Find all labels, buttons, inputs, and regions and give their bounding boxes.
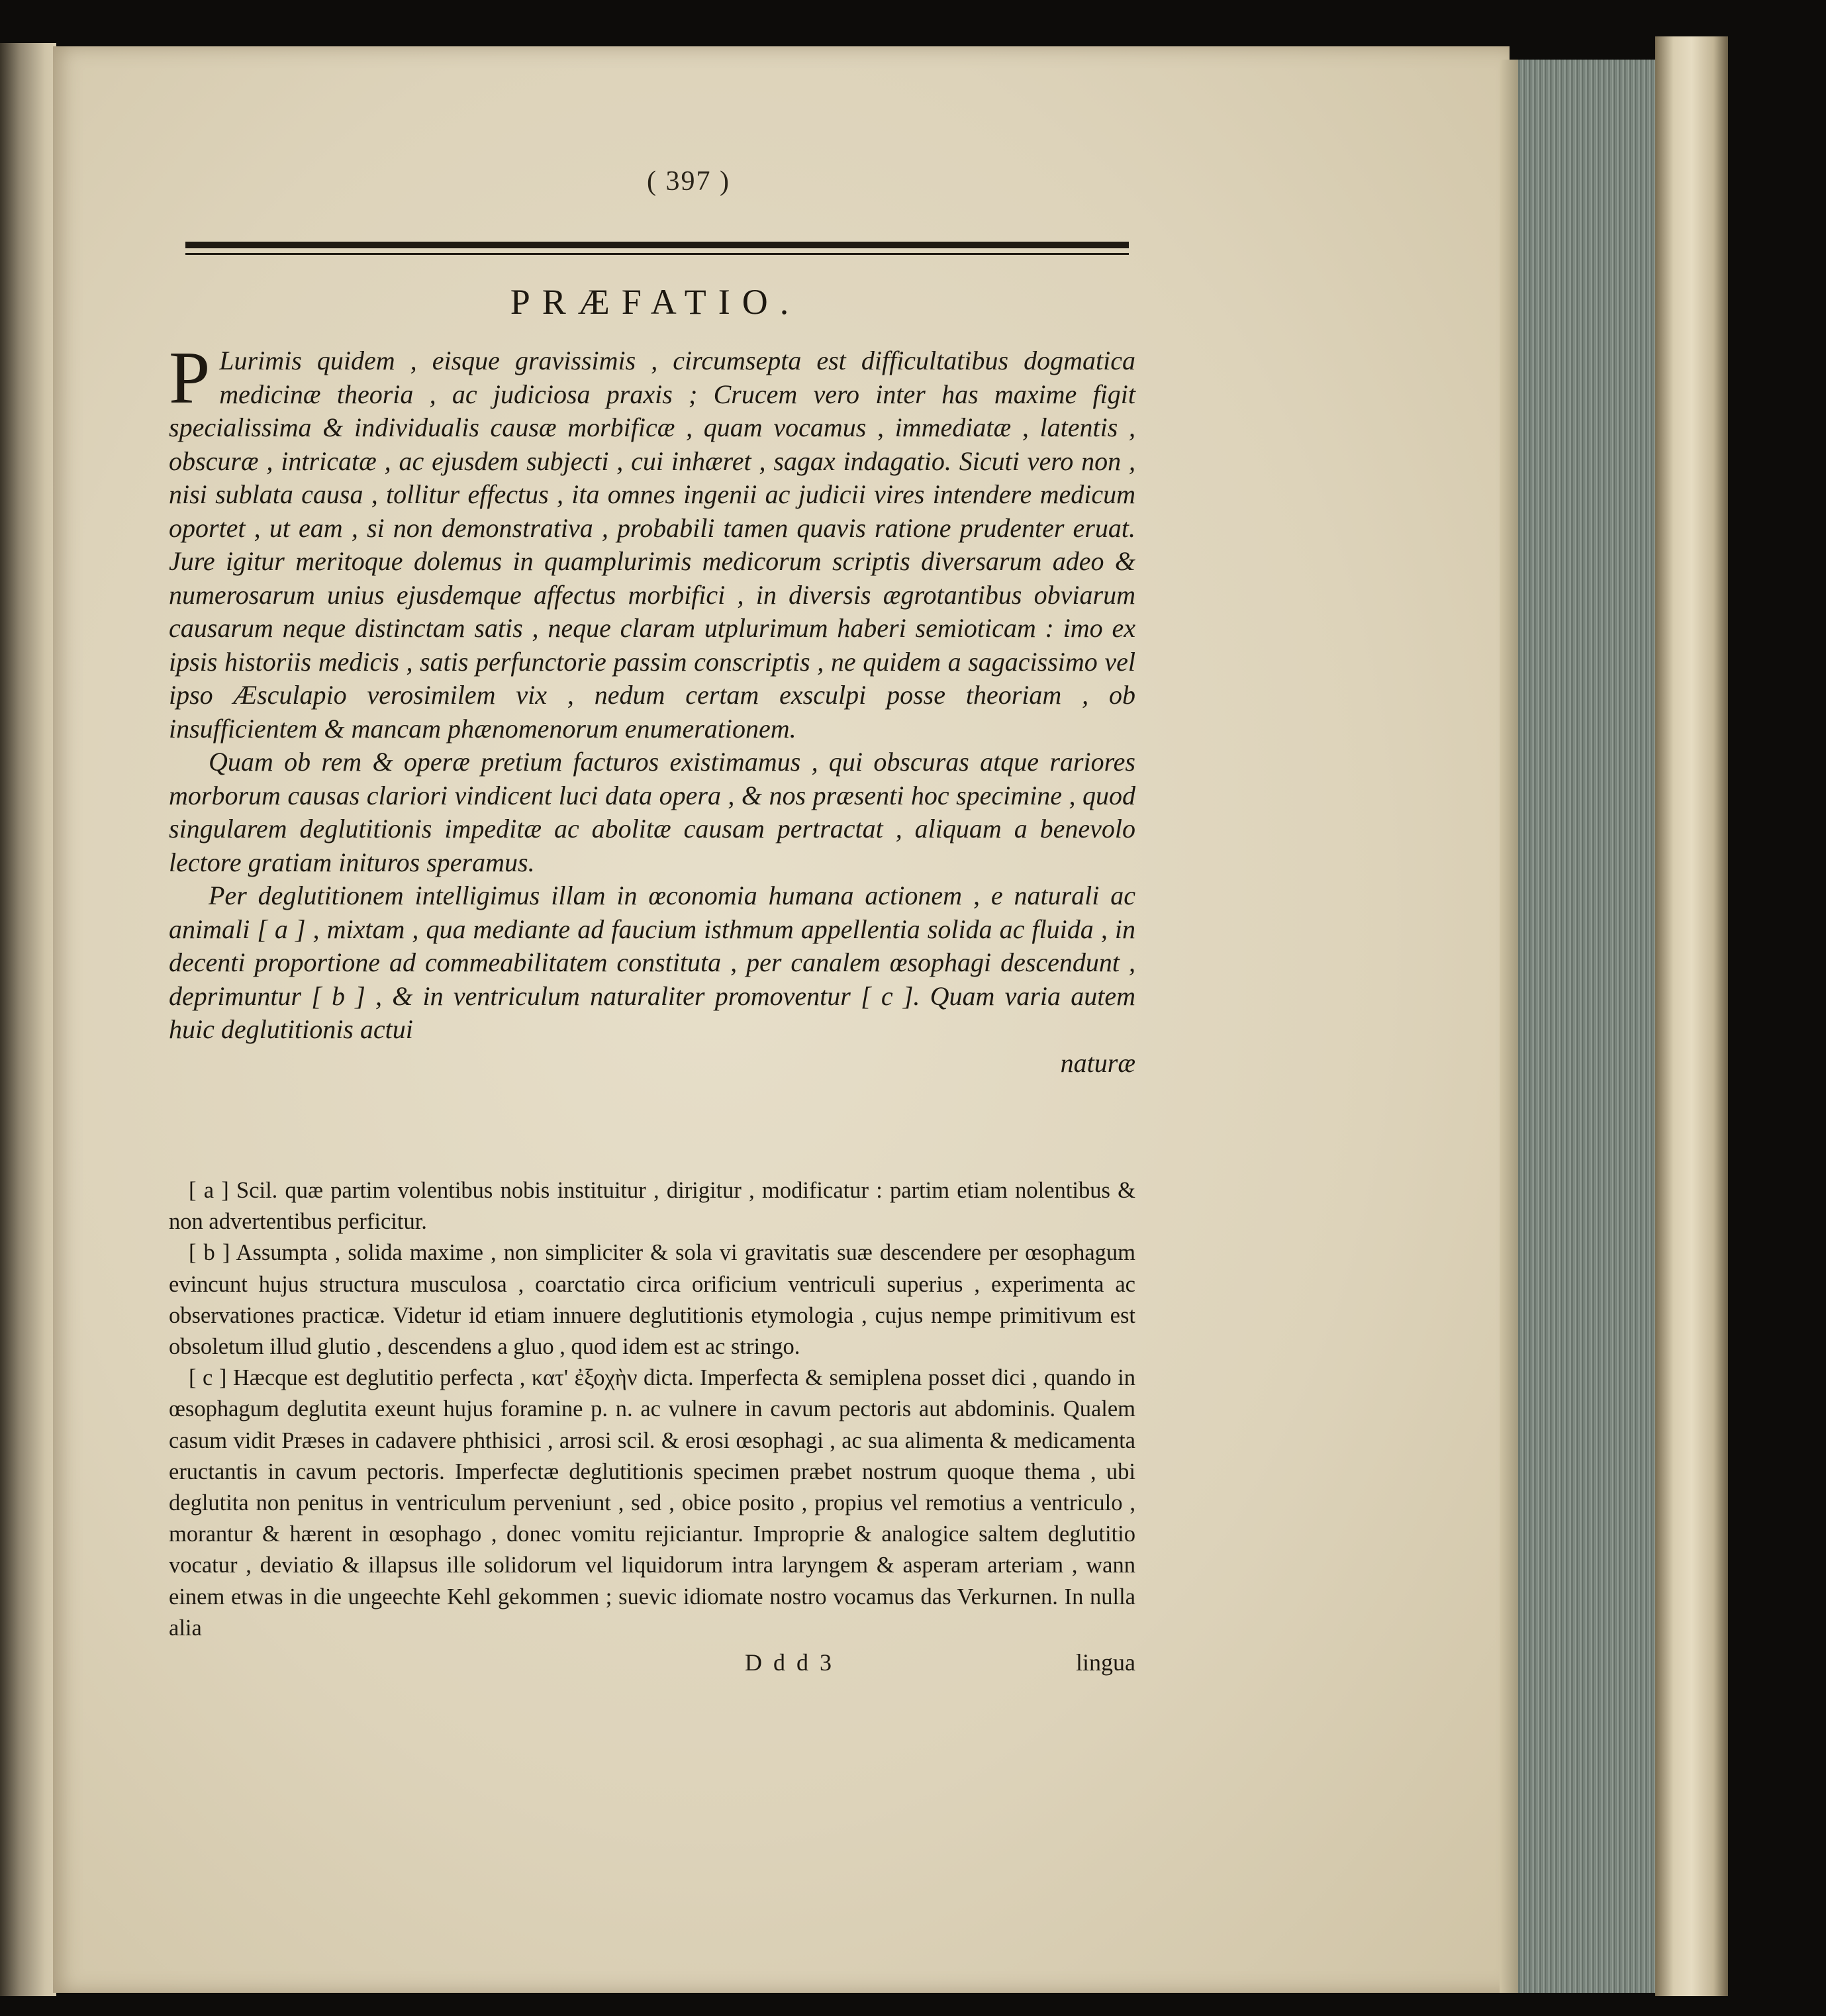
drop-cap: P [169,337,211,419]
paragraph-2: Quam ob rem & operæ pretium facturos existimamus , qui obscuras atque rariores morborum causas clariori vindicent luci data opera , & nos præsenti hoc specimine , quod singularem deglutitionis impeditæ ac abolitæ causam pertractat , aliquam a benevolo lectore gratiam inituros speramus. [169,747,1135,877]
footnotes [169,1175,1135,1644]
footnote-a: [ a ] Scil. quæ partim volentibus nobis instituitur , dirigitur , modificatur : partim etiam nolentibus & non advertentibus perficitur. [169,1178,1135,1235]
footnote-c: [ c ] Hæcque est deglutitio perfecta , κατ' ἐξοχὴν dicta. Imperfecta & semiplena posset dici , quando in œsophagum deglutita exeunt hujus foramine p. n. ac vulnere in cavum pectoris aut abdominis. Qualem casum vidit Præses in cadavere phthisici , arrosi scil. & erosi œsophagi , ac sua alimenta & medicamenta eructantis in cavum pectoris. Imperfectæ deglutitionis specimen præbet nostrum quoque thema , ubi deglutita non penitus in ventriculum perveniunt , sed , obice posito , propius vel remotius a ventriculo , morantur & hærent in œsophago , donec vomitu rejiciantur. Improprie & analogice saltem deglutitio vocatur , deviatio & illapsus ille solidorum vel liquidorum intra laryngem & asperam arteriam , wann einem etwas in die ungeechte Kehl gekommen ; suevic idiomate nostro vocamus das Verkurnen. In nulla alia [169,1365,1135,1641]
header-rule-thick [185,242,1129,248]
paragraph-1 [169,337,1135,745]
page-header: ( 397 ) [647,166,730,197]
page-fore-edge [1500,60,1658,1993]
footnote-b: [ b ] Assumpta , solida maxime , non simpliciter & sola vi gravitatis suæ descendere per œsophagum evincunt hujus structura musculosa , coarctatio circa orificium ventriculi superius , experimenta ac observationes practicæ. Videtur id etiam innuere deglutitionis etymologia , cujus nempe primitivum est obsoletum illud glutio , descendens a gluo , quod idem est ac stringo. [169,1240,1135,1360]
page-title: PRÆFATIO. [510,282,801,322]
previous-page-edge [0,43,56,1996]
paragraph-1-text: Lurimis quidem , eisque gravissimis , circumsepta est difficultatibus dogmatica medicinæ theoria , ac judiciosa praxis ; Crucem vero inter has maxime figit specialissima & individualis causæ morbificæ , quam vocamus , immediatæ , latentis , obscuræ , intricatæ , ac ejusdem subjecti , cui inhæret , sagax indagatio. Sicuti vero non , nisi sublata causa , tollitur effectus , ita omnes ingenii ac judicii vires intendere medicum oportet , ut eam , si non demonstrativa , probabili tamen quavis ratione prudenter eruat. Jure igitur meritoque dolemus in quamplurimis medicorum scriptis diversarum adeo & numerosarum unius ejusdemque affectus morbifici , in diversis ægrotantibus obviarum causarum neque distinctam satis , neque claram utplurimum haberi semioticam : imo ex ipsis historiis medicis , satis perfunctorie passim conscriptis , ne quidem a sagacissimo vel ipso Æsculapio verosimilem vix , nedum certam exsculpi posse theoriam , ob insufficientem & mancam phænomenorum enumerationem. [169,346,1135,744]
catchword-footer: lingua [1076,1649,1135,1676]
header-rule-thin [185,253,1129,255]
catchword-main: naturæ [1060,1047,1135,1078]
book-cover-edge [1655,36,1728,1996]
paragraph-3: Per deglutitionem intelligimus illam in œconomia humana actionem , e naturali ac animali [ a ] , mixtam , qua mediante ad faucium isthmum appellentia solida ac fluida , in decenti proportione ad commeabilitatem constituta , per canalem œsophagi descendunt , deprimuntur [ b ] , & in ventriculum naturaliter promoventur [ c ]. Quam varia autem huic deglutitionis actui [169,881,1135,1044]
signature-mark: D d d 3 [745,1649,834,1676]
main-text [169,337,1135,1080]
